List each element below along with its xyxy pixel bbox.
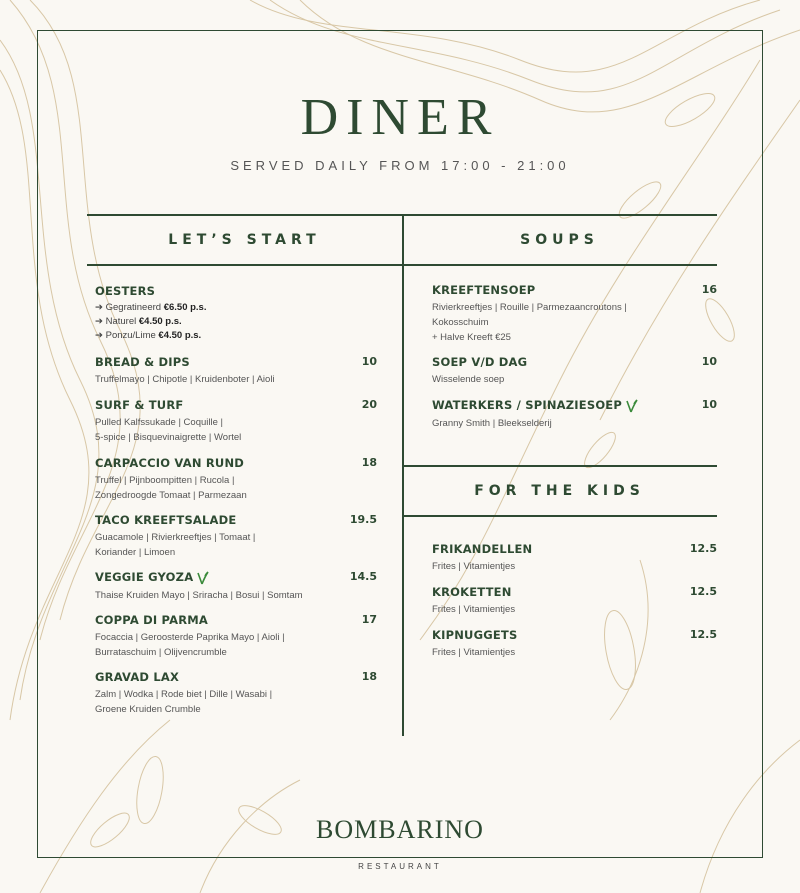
kids-header-divider: [402, 515, 717, 517]
item-name: COPPA DI PARMA: [95, 613, 209, 627]
item-price: 19.5: [349, 513, 377, 526]
item-description: + Halve Kreeft €25: [432, 332, 511, 343]
oester-option: ➔ Gegratineerd €6.50 p.s.: [95, 302, 207, 313]
item-description: Truffelmayo | Chipotle | Kruidenboter | Aioli: [95, 374, 275, 385]
item-name: SOEP V/D DAG: [432, 355, 528, 369]
menu-item: [432, 628, 717, 660]
item-name: BREAD & DIPS: [95, 355, 190, 369]
item-description: Kokosschuim: [432, 317, 489, 328]
item-price: 12.5: [689, 542, 717, 555]
menu-item: [432, 283, 717, 345]
item-description: Pulled Kalfssukade | Coquille |: [95, 417, 223, 428]
item-price: 16: [701, 283, 717, 296]
column-divider: [402, 214, 404, 736]
item-price: 12.5: [689, 628, 717, 641]
item-name: GRAVAD LAX: [95, 670, 180, 684]
menu-item: [95, 513, 385, 560]
item-name: SURF & TURF: [95, 398, 184, 412]
item-name: OESTERS: [95, 284, 156, 298]
page-title: DINER: [300, 89, 500, 146]
item-name: CARPACCIO VAN RUND: [95, 456, 245, 470]
item-description: Frites | Vitamientjes: [432, 604, 516, 615]
item-name: KREEFTENSOEP: [432, 283, 536, 297]
menu-item: [432, 542, 717, 574]
section-title-start: LET’S START: [168, 232, 321, 248]
item-price: 18: [361, 670, 377, 683]
menu-item: [95, 670, 385, 717]
oester-option: ➔ Naturel €4.50 p.s.: [95, 316, 182, 327]
item-description: Wisselende soep: [432, 374, 505, 385]
item-description: Guacamole | Rivierkreeftjes | Tomaat |: [95, 532, 256, 543]
item-price: 18: [361, 456, 377, 469]
brand-logo: BOMBARINO: [316, 815, 484, 844]
section-title-kids: FOR THE KIDS: [474, 483, 645, 499]
item-description: Zalm | Wodka | Rode biet | Dille | Wasabi |: [95, 689, 273, 700]
arrow-right-icon: ➔: [95, 302, 103, 313]
item-price: 12.5: [689, 585, 717, 598]
item-description: Focaccia | Geroosterde Paprika Mayo | Aioli |: [95, 632, 285, 643]
item-description: Granny Smith | Bleekselderij: [432, 417, 552, 429]
item-name: VEGGIE GYOZA: [95, 570, 385, 585]
item-name: WATERKERS / SPINAZIESOEP: [432, 398, 717, 413]
vegetarian-leaf-icon: [626, 399, 638, 413]
menu-item: [432, 398, 717, 431]
item-description: Frites | Vitamientjes: [432, 647, 516, 658]
kids-top-divider: [402, 465, 717, 467]
menu-item: [95, 398, 385, 445]
serving-hours: SERVED DAILY FROM 17:00 - 21:00: [230, 158, 570, 173]
item-description: Rivierkreeftjes | Rouille | Parmezaancroutons |: [432, 302, 627, 313]
item-name: FRIKANDELLEN: [432, 542, 533, 556]
item-name: KIPNUGGETS: [432, 628, 518, 642]
item-name: KROKETTEN: [432, 585, 512, 599]
section-title-soups: SOUPS: [520, 232, 599, 248]
item-description: Groene Kruiden Crumble: [95, 704, 201, 715]
item-price: 17: [361, 613, 377, 626]
menu-item: [95, 355, 385, 387]
menu-item: [95, 570, 385, 603]
item-description: Koriander | Limoen: [95, 547, 176, 558]
item-price: 10: [361, 355, 377, 368]
menu-item: [95, 613, 385, 660]
menu-item: [432, 355, 717, 387]
arrow-right-icon: ➔: [95, 316, 103, 327]
item-price: 20: [361, 398, 377, 411]
arrow-right-icon: ➔: [95, 330, 103, 341]
item-price: 10: [701, 398, 717, 411]
item-price: 14.5: [349, 570, 377, 583]
menu-item: [95, 456, 385, 503]
brand-subtitle: RESTAURANT: [358, 862, 442, 871]
item-description: Frites | Vitamientjes: [432, 561, 516, 572]
item-description: Truffel | Pijnboompitten | Rucola |: [95, 475, 235, 486]
menu-item: [432, 585, 717, 617]
item-name: TACO KREEFTSALADE: [95, 513, 237, 527]
menu-item-oesters: [95, 284, 385, 343]
item-description: Zongedroogde Tomaat | Parmezaan: [95, 490, 247, 501]
item-description: Burrataschuim | Olijvencrumble: [95, 647, 227, 658]
item-description: Thaise Kruiden Mayo | Sriracha | Bosui | Somtam: [95, 589, 303, 601]
item-price: 10: [701, 355, 717, 368]
vegetarian-leaf-icon: [197, 571, 209, 585]
oester-option: ➔ Ponzu/Lime €4.50 p.s.: [95, 330, 202, 341]
item-description: 5-spice | Bisquevinaigrette | Wortel: [95, 432, 242, 443]
